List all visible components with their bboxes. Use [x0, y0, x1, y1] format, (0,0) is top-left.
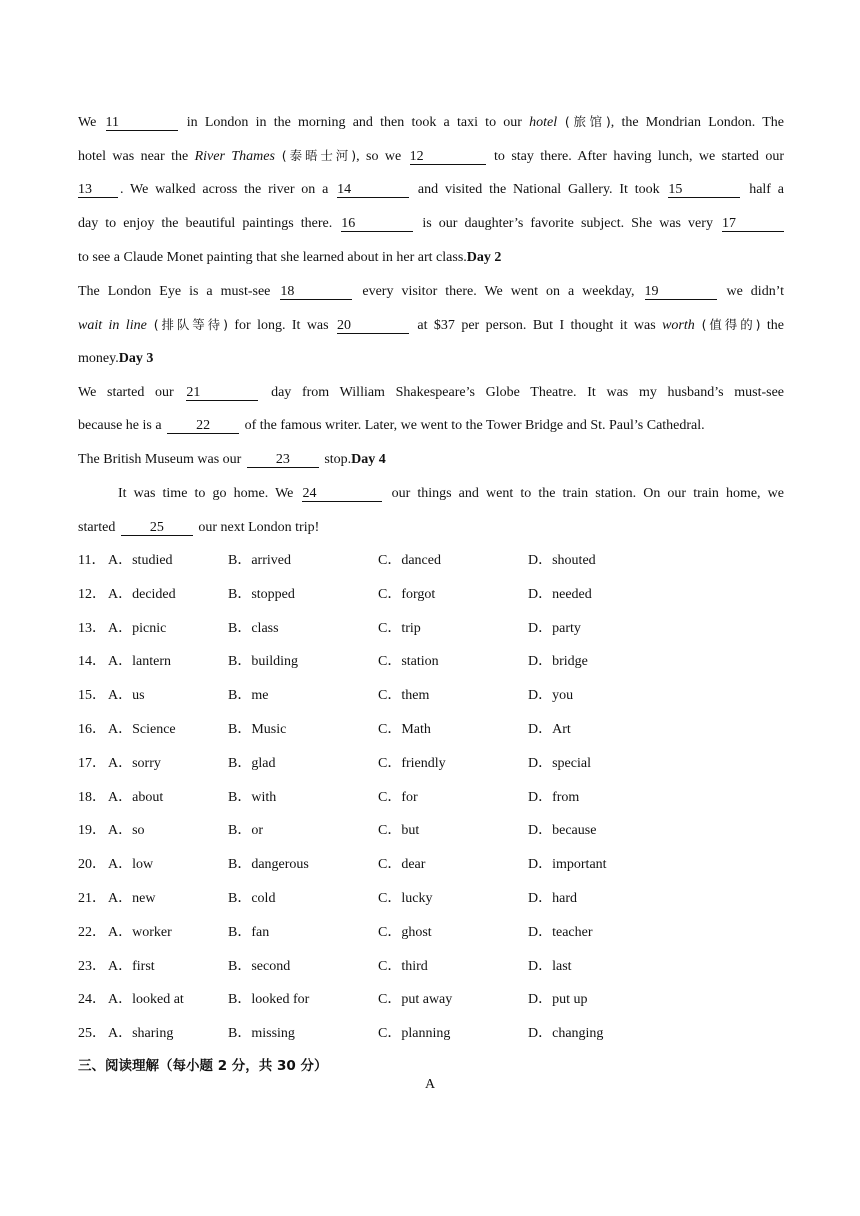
option-b: B．missing — [228, 1026, 295, 1041]
option-d: D．from — [528, 790, 580, 805]
passage-text: . We walked across the river on a — [120, 182, 336, 197]
passage-line-8 — [78, 350, 784, 368]
passage-line-1 — [78, 113, 784, 132]
option-b: B．arrived — [228, 553, 291, 568]
question-number: 21． — [78, 891, 106, 906]
question-number: 13． — [78, 621, 106, 636]
blank-19: 19 — [645, 284, 717, 300]
passage-text: and visited the National Gallery. It took — [411, 182, 667, 197]
italic-term: worth — [662, 318, 695, 333]
question-row — [78, 856, 784, 874]
option-d: D．put up — [528, 992, 588, 1007]
option-a: A．about — [108, 790, 164, 805]
option-c: C．forgot — [378, 587, 436, 602]
passage-text: of the famous writer. Later, we went to the Tower Bridge and St. Paul’s Cathedral. — [241, 418, 705, 433]
option-a: A．looked at — [108, 992, 184, 1007]
chinese-gloss: (值得的) — [694, 317, 761, 332]
option-c: C．Math — [378, 722, 431, 737]
passage-text: money. — [78, 351, 119, 366]
italic-term: hotel — [529, 115, 558, 130]
option-d: D．important — [528, 857, 607, 872]
option-c: C．ghost — [378, 925, 432, 940]
option-a: A．first — [108, 959, 155, 974]
day-heading: Day 4 — [351, 452, 386, 467]
option-d: D．party — [528, 621, 581, 636]
option-b: B．dangerous — [228, 857, 309, 872]
passage-text: half a — [742, 182, 784, 197]
option-c: C．station — [378, 654, 439, 669]
option-a: A．sharing — [108, 1026, 174, 1041]
option-a: A．decided — [108, 587, 176, 602]
question-number: 25． — [78, 1026, 106, 1041]
option-a: A．new — [108, 891, 156, 906]
option-b: B．class — [228, 621, 279, 636]
question-row — [78, 586, 784, 604]
blank-14: 14 — [337, 182, 409, 198]
option-b: B．glad — [228, 756, 276, 771]
option-b: B．fan — [228, 925, 270, 940]
option-c: C．third — [378, 959, 428, 974]
blank-15: 15 — [668, 182, 740, 198]
question-row — [78, 1025, 784, 1043]
question-number: 16． — [78, 722, 106, 737]
option-a: A．picnic — [108, 621, 167, 636]
option-c: C．dear — [378, 857, 426, 872]
passage-text: is our daughter’s favorite subject. She was very — [415, 216, 720, 231]
blank-24: 24 — [302, 486, 382, 502]
chinese-gloss: (旅馆) — [557, 114, 611, 129]
option-a: A．studied — [108, 553, 173, 568]
question-row — [78, 890, 784, 908]
option-b: B．Music — [228, 722, 287, 737]
option-b: B．me — [228, 688, 269, 703]
italic-term: River Thames — [194, 149, 275, 164]
passage-text: because he is a — [78, 418, 166, 433]
passage-text: our next London trip! — [194, 520, 320, 535]
question-number: 22． — [78, 925, 106, 940]
option-d: D．you — [528, 688, 574, 703]
passage-text: every visitor there. We went on a weekday, — [354, 284, 643, 299]
question-number: 15． — [78, 688, 106, 703]
question-row — [78, 991, 784, 1009]
option-c: C．them — [378, 688, 430, 703]
option-c: C．lucky — [378, 891, 433, 906]
option-c: C．friendly — [378, 756, 446, 771]
option-d: D．teacher — [528, 925, 593, 940]
blank-20: 20 — [337, 318, 409, 334]
question-row — [78, 924, 784, 942]
option-a: A．worker — [108, 925, 172, 940]
passage-line-3 — [78, 181, 784, 199]
passage-text: our things and went to the train station. On our train home, we — [384, 486, 784, 501]
passage-text: to stay there. After having lunch, we started our — [487, 149, 784, 164]
passage-line-12 — [118, 485, 784, 503]
passage-line-4 — [78, 215, 784, 233]
blank-13: 13 — [78, 182, 118, 198]
question-number: 18． — [78, 790, 106, 805]
option-a: A．so — [108, 823, 145, 838]
blank-23: 23 — [247, 452, 319, 468]
option-b: B．second — [228, 959, 291, 974]
question-number: 11． — [78, 553, 106, 568]
question-number: 17． — [78, 756, 106, 771]
passage-line-11 — [78, 451, 784, 469]
passage-text: , the Mondrian London. The — [610, 115, 785, 130]
passage-line-2 — [78, 147, 784, 166]
option-d: D．hard — [528, 891, 577, 906]
blank-25: 25 — [121, 520, 193, 536]
passage-line-13 — [78, 519, 784, 537]
option-b: B．looked for — [228, 992, 310, 1007]
option-c: C．danced — [378, 553, 441, 568]
passage-text: stop. — [320, 452, 352, 467]
section-title: 三、阅读理解（每小题 2 分，共 30 分） — [78, 1058, 328, 1074]
passage-text: day from William Shakespeare’s Globe Theatre. It was my husband’s must-see — [260, 385, 784, 400]
question-row — [78, 822, 784, 840]
passage-line-7 — [78, 316, 784, 335]
chinese-gloss: (泰晤士河) — [274, 148, 357, 163]
passage-text: We — [78, 115, 104, 130]
passage-line-5 — [78, 249, 784, 267]
option-d: D．needed — [528, 587, 592, 602]
blank-18: 18 — [280, 284, 352, 300]
option-c: C．put away — [378, 992, 453, 1007]
chinese-gloss: (排队等待) — [146, 317, 228, 332]
option-b: B．building — [228, 654, 299, 669]
question-number: 19． — [78, 823, 106, 838]
passage-text: we didn’t — [718, 284, 784, 299]
option-a: A．low — [108, 857, 154, 872]
passage-line-9 — [78, 384, 784, 402]
passage-label: A — [424, 1077, 436, 1092]
question-row — [78, 721, 784, 739]
option-c: C．for — [378, 790, 418, 805]
option-b: B．stopped — [228, 587, 295, 602]
passage-text: to see a Claude Monet painting that she learned about in her art class. — [78, 250, 467, 265]
option-d: D．Art — [528, 722, 571, 737]
passage-text: , so we — [356, 149, 408, 164]
blank-16: 16 — [341, 216, 413, 232]
blank-11: 11 — [106, 115, 178, 131]
passage-text: day to enjoy the beautiful paintings there. — [78, 216, 340, 231]
passage-text: for long. It was — [227, 318, 336, 333]
passage-text: started — [78, 520, 119, 535]
blank-21: 21 — [186, 385, 258, 401]
passage-text: The British Museum was our — [78, 452, 245, 467]
passage-text: in London in the morning and then took a taxi to our — [179, 115, 530, 130]
question-row — [78, 552, 784, 570]
option-c: C．planning — [378, 1026, 451, 1041]
question-row — [78, 653, 784, 671]
option-d: D．last — [528, 959, 572, 974]
option-c: C．but — [378, 823, 420, 838]
option-d: D．bridge — [528, 654, 588, 669]
italic-term: wait in line — [78, 318, 147, 333]
option-d: D．because — [528, 823, 597, 838]
option-d: D．special — [528, 756, 591, 771]
question-row — [78, 958, 784, 976]
question-row — [78, 789, 784, 807]
option-a: A．lantern — [108, 654, 171, 669]
question-number: 23． — [78, 959, 106, 974]
blank-17: 17 — [722, 216, 784, 232]
passage-text: the — [760, 318, 785, 333]
passage-text: It was time to go home. We — [118, 486, 301, 501]
passage-text: at $37 per person. But I thought it was — [411, 318, 663, 333]
option-b: B．or — [228, 823, 263, 838]
blank-12: 12 — [410, 149, 486, 165]
question-row — [78, 687, 784, 705]
question-number: 24． — [78, 992, 106, 1007]
option-a: A．us — [108, 688, 145, 703]
question-row — [78, 620, 784, 638]
question-row — [78, 755, 784, 773]
question-number: 12． — [78, 587, 106, 602]
day-heading: Day 2 — [466, 250, 502, 265]
option-b: B．cold — [228, 891, 276, 906]
passage-text: hotel was near the — [78, 149, 195, 164]
passage-line-10 — [78, 417, 784, 435]
option-a: A．Science — [108, 722, 176, 737]
option-d: D．changing — [528, 1026, 604, 1041]
passage-text: We started our — [78, 385, 185, 400]
passage-text: The London Eye is a must-see — [78, 284, 279, 299]
day-heading: Day 3 — [118, 351, 154, 366]
passage-line-6 — [78, 283, 784, 301]
question-number: 14． — [78, 654, 106, 669]
option-c: C．trip — [378, 621, 421, 636]
option-b: B．with — [228, 790, 277, 805]
question-number: 20． — [78, 857, 106, 872]
option-a: A．sorry — [108, 756, 161, 771]
blank-22: 22 — [167, 418, 239, 434]
option-d: D．shouted — [528, 553, 596, 568]
